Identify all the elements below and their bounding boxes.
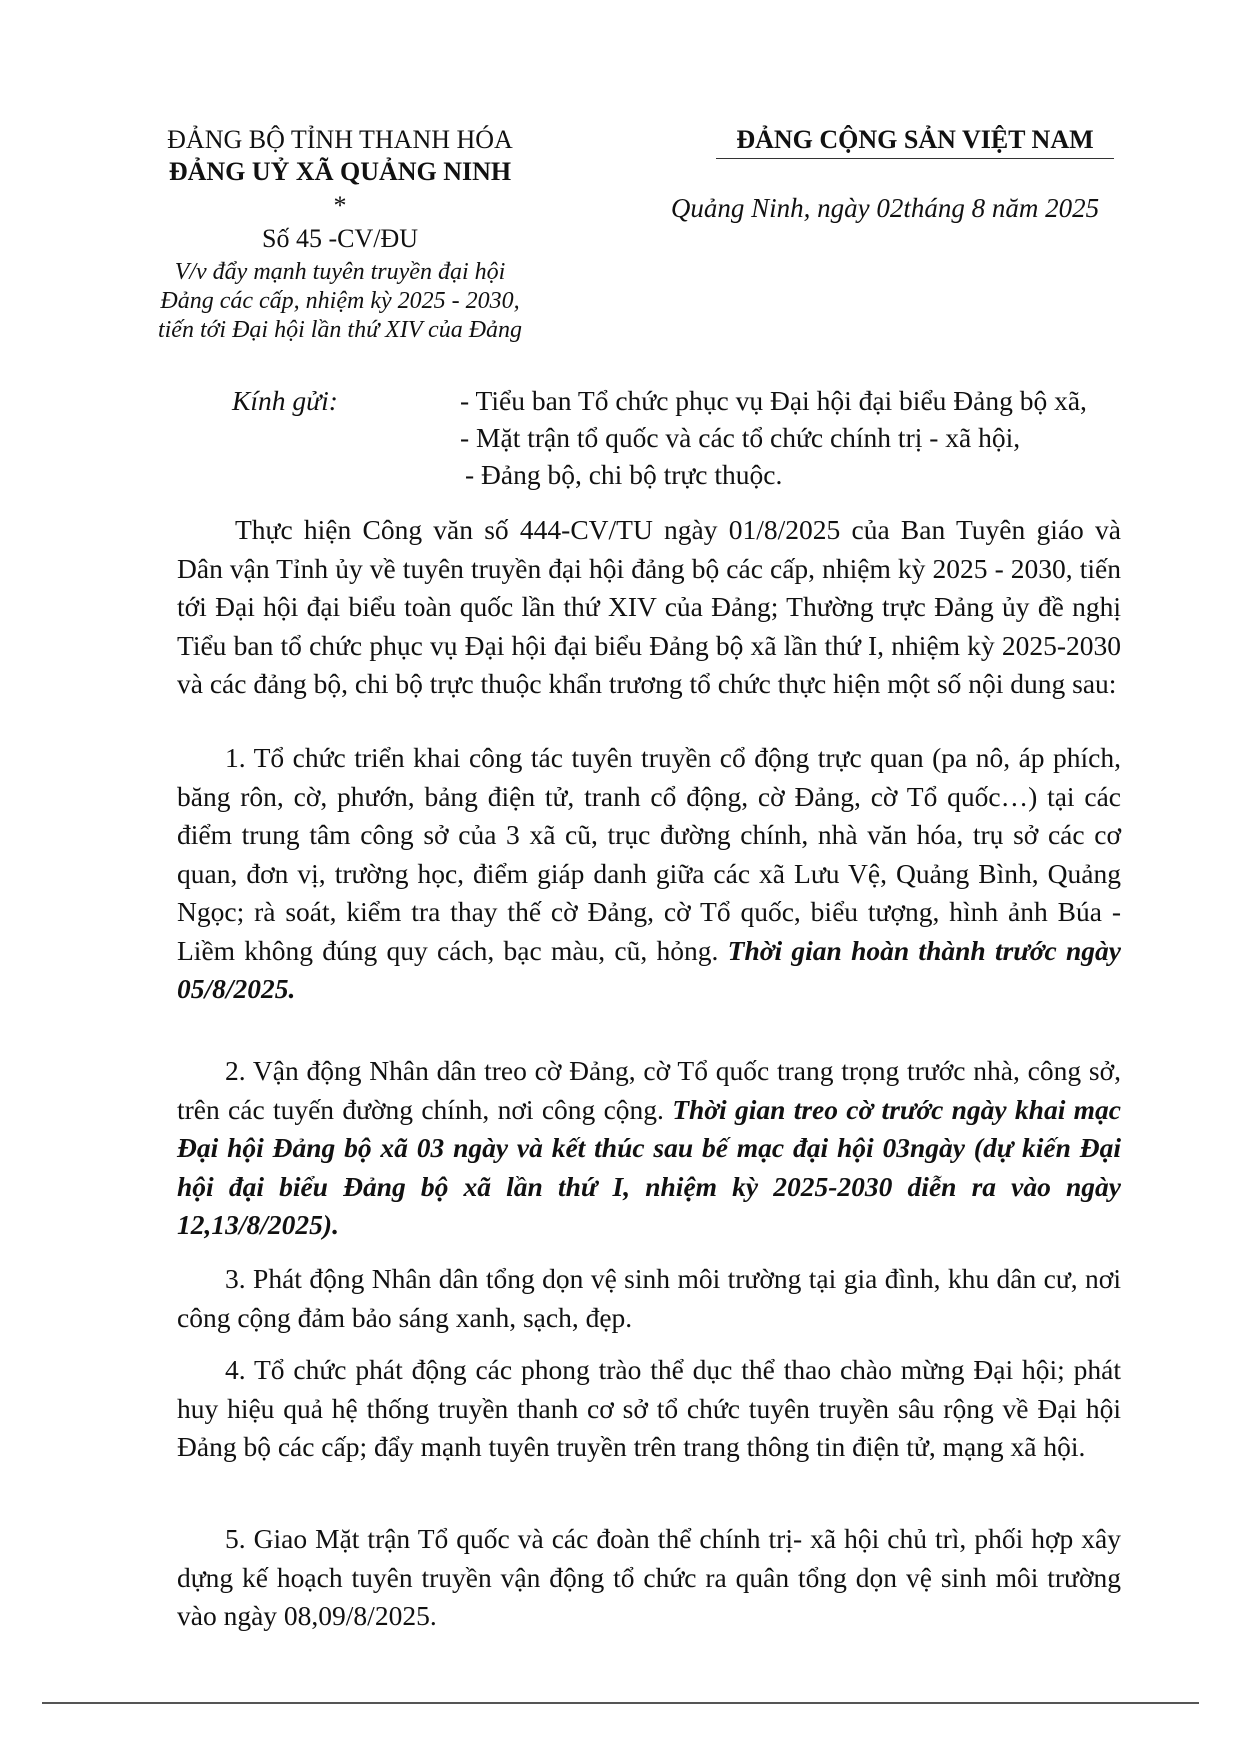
- item-5: [177, 1520, 1121, 1636]
- intro-paragraph: [177, 511, 1121, 704]
- document-summary: V/v đẩy mạnh tuyên truyền đại hội Đảng các cấp, nhiệm kỳ 2025 - 2030, tiến tới Đại hội lần thứ XIV của Đảng: [157, 259, 523, 343]
- document-number: Số 45 -CV/ĐU: [261, 224, 418, 253]
- item-3: [177, 1260, 1121, 1337]
- item-2-text: [177, 1052, 1121, 1245]
- issuing-authority: ĐẢNG UỶ XÃ QUẢNG NINH: [168, 157, 512, 186]
- issuing-authority-parent: ĐẢNG BỘ TỈNH THANH HÓA: [167, 125, 513, 154]
- recipient-item: - Đảng bộ, chi bộ trực thuộc.: [465, 459, 783, 490]
- header-star: *: [333, 191, 347, 220]
- item-1-deadline: Thời gian hoàn thành trước ngày 05/8/2025.: [177, 934, 1121, 1004]
- item-1: [177, 739, 1121, 1009]
- item-4-text: 4. Tổ chức phát động các phong trào thể dục thể thao chào mừng Đại hội; phát huy hiệu quả hệ thống truyền thanh cơ sở tổ chức tuyên truyền sâu rộng về Đại hội Đảng bộ các cấp; đẩy mạnh tuyên truyền trên trang thông tin điện tử, mạng xã hội.: [177, 1354, 1121, 1462]
- recipient-item: - Tiểu ban Tổ chức phục vụ Đại hội đại biểu Đảng bộ xã,: [460, 385, 1087, 416]
- item-1-text: [177, 739, 1121, 1009]
- item-2: [177, 1052, 1121, 1245]
- item-2-schedule: Thời gian treo cờ trước ngày khai mạc Đại hội Đảng bộ xã 03 ngày và kết thúc sau bế mạc đại hội 03ngày (dự kiến Đại hội đại biểu Đảng bộ xã lần thứ I, nhiệm kỳ 2025-2030 diễn ra vào ngày 12,13/8/2025).: [177, 1093, 1121, 1240]
- party-title-underline: [716, 158, 1114, 159]
- place-date: Quảng Ninh, ngày 02tháng 8 năm 2025: [670, 193, 1100, 223]
- item-4: [177, 1351, 1121, 1467]
- page-bottom-rule: [42, 1702, 1199, 1704]
- item-1-body: 1. Tổ chức triển khai công tác tuyên truyền cổ động trực quan (pa nô, áp phích, băng rôn, cờ, phướn, bảng điện tử, tranh cổ động, cờ Đảng, cờ Tổ quốc…) tại các điểm trung tâm công sở của 3 xã cũ, trục đường chính, nhà văn hóa, trụ sở các cơ quan, đơn vị, trường học, điểm giáp danh giữa các xã Lưu Vệ, Quảng Bình, Quảng Ngọc; rà soát, kiểm tra thay thế cờ Đảng, cờ Tổ quốc, biểu tượng, hình ảnh Búa - Liềm không đúng quy cách, bạc màu, cũ, hỏng.: [177, 742, 1121, 966]
- item-5-text: 5. Giao Mặt trận Tổ quốc và các đoàn thể chính trị- xã hội chủ trì, phối hợp xây dựng kế hoạch tuyên truyền vận động tổ chức ra quân tổng dọn vệ sinh môi trường vào ngày 08,09/8/2025.: [177, 1523, 1121, 1631]
- recipient-item: - Mặt trận tổ quốc và các tổ chức chính trị - xã hội,: [460, 422, 1021, 453]
- item-2-body: 2. Vận động Nhân dân treo cờ Đảng, cờ Tổ quốc trang trọng trước nhà, công sở, trên các tuyến đường chính, nơi công cộng.: [177, 1055, 1121, 1125]
- party-title: ĐẢNG CỘNG SẢN VIỆT NAM: [736, 125, 1094, 154]
- recipients-label: Kính gửi:: [232, 385, 338, 416]
- intro-text: Thực hiện Công văn số 444-CV/TU ngày 01/8/2025 của Ban Tuyên giáo và Dân vận Tỉnh ủy về tuyên truyền đại hội đảng bộ các cấp, nhiệm kỳ 2025 - 2030, tiến tới Đại hội đại biểu toàn quốc lần thứ XIV của Đảng; Thường trực Đảng ủy đề nghị Tiểu ban tổ chức phục vụ Đại hội đại biểu Đảng bộ xã lần thứ I, nhiệm kỳ 2025-2030 và các đảng bộ, chi bộ trực thuộc khẩn trương tổ chức thực hiện một số nội dung sau:: [177, 514, 1121, 699]
- item-3-text: 3. Phát động Nhân dân tổng dọn vệ sinh môi trường tại gia đình, khu dân cư, nơi công cộng đảm bảo sáng xanh, sạch, đẹp.: [177, 1263, 1121, 1333]
